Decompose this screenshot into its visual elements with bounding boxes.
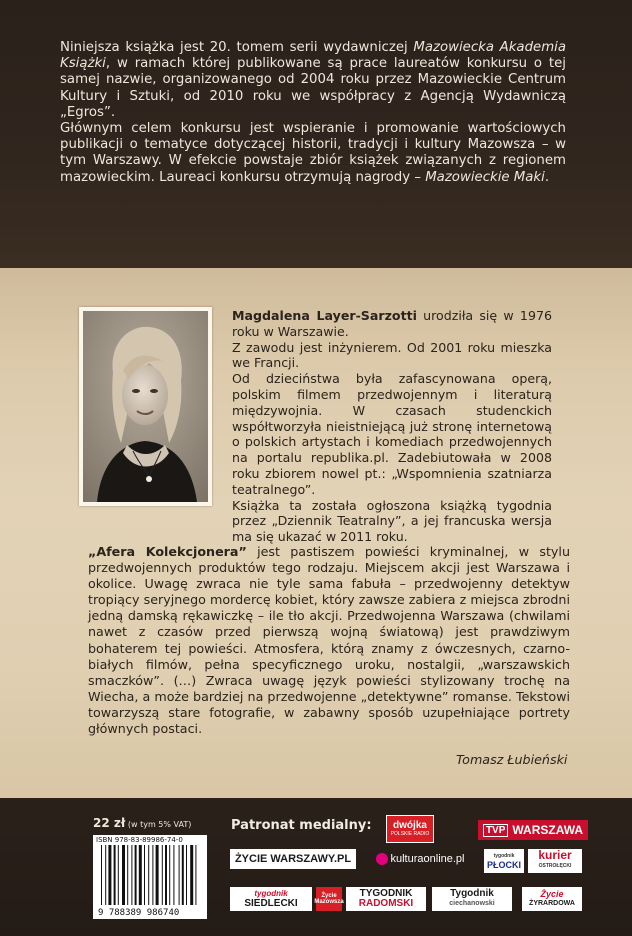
barcode-bar	[105, 845, 106, 905]
barcode-bar	[169, 845, 170, 905]
bio-line-3: Od dzieciństwa była zafascynowana operą, polskim filmem przedwojennym i literaturą międzywojnia. W czasach studenckich współtworzyła nieistniejącą już stronę internetową o polskich artystach i komediach przedwojennych na portalu republika.pl. Zadebiutowała w 2008 roku zbiorem nowel pt.: „Wspomnienia szatniarza teatralnego”.	[232, 371, 552, 497]
barcode-bar	[179, 845, 180, 905]
book-review	[88, 544, 570, 737]
barcode-bar	[190, 845, 193, 905]
isbn-barcode	[93, 835, 207, 919]
tygodnik-plocki-logo: tygodnik PŁOCKI	[484, 849, 524, 873]
barcode-bar	[186, 845, 187, 905]
tygodnik-siedlecki-logo: tygodnik SIEDLECKI	[230, 887, 312, 911]
kulturaonline-dot-icon	[376, 853, 388, 865]
author-portrait-image	[83, 311, 208, 502]
bio-line-2: Z zawodu jest inżynierem. Od 2001 roku mieszka we Francji.	[232, 339, 552, 371]
kulturaonline-logo: kulturaonline.pl	[366, 849, 474, 869]
price-value: 22 zł	[93, 816, 126, 830]
barcode-bar	[165, 845, 167, 905]
media-patronage-label: Patronat medialny:	[231, 818, 372, 833]
barcode-bar	[195, 845, 196, 905]
isbn-number: ISBN 978-83-89986-74-0	[96, 836, 183, 844]
barcode-bar	[101, 845, 102, 905]
series-paragraph-2: Głównym celem konkursu jest wspieranie i promowanie wartościowych publikacji o tematyce dotyczącej historii, tradycji i kultury Mazowsza – w tym Warszawy. W efekcie powstaje zbiór książek związanych z regionem mazowieckim. Laureaci konkursu otrzymują nagrody – Mazowieckie Maki.	[60, 121, 566, 185]
barcode-bar	[139, 845, 142, 905]
price-tag	[93, 816, 191, 830]
tygodnik-radomski-logo: TYGODNIK RADOMSKI	[346, 887, 426, 911]
author-name: Magdalena Layer-Sarzotti	[232, 308, 417, 323]
zycie-mazowsza-logo: Życie Mazowsza	[316, 887, 342, 911]
barcode-bar	[135, 845, 137, 905]
award-name: Mazowieckie Maki	[425, 169, 545, 185]
barcode-bar	[108, 845, 111, 905]
zycie-warszawy-logo: ŻYCIE WARSZAWY.PL	[230, 849, 356, 869]
tygodnik-ciechanowski-logo: Tygodnik ciechanowski	[432, 887, 512, 911]
author-photo	[79, 307, 212, 506]
price-vat: (w tym 5% VAT)	[125, 820, 192, 829]
barcode-bars	[95, 845, 205, 917]
barcode-bar	[114, 845, 116, 905]
barcode-bar	[182, 845, 184, 905]
barcode-bar	[152, 845, 153, 905]
tvp-warszawa-logo: TVP WARSZAWA	[478, 820, 588, 840]
review-author: Tomasz Łubieński	[456, 752, 568, 767]
series-info-text	[60, 40, 566, 186]
kurier-ostrolecki-logo: kurier OSTROŁĘCKI	[528, 849, 582, 873]
barcode-bar	[162, 845, 163, 905]
barcode-bar	[144, 845, 145, 905]
barcode-digits: 9 788389 986740	[98, 908, 180, 918]
series-paragraph-1: Niniejsza książka jest 20. tomem serii wydawniczej Mazowiecka Akademia Książki, w ramach której publikowane są prace laureatów konkursu o tej samej nazwie, organizowanego od 2004 roku przez Mazowieckie Centrum Kultury i Sztuki, od 2010 roku we współpracy z Agencją Wydawniczą „Egros”.	[60, 40, 566, 120]
barcode-bar	[127, 845, 128, 905]
barcode-bar	[148, 845, 149, 905]
dwojka-logo: dwójka POLSKIE RADIO	[386, 815, 434, 843]
review-text: „Afera Kolekcjonera” jest pastiszem powieści kryminalnej, w stylu przedwojennych produktów tego rodzaju. Miejscem akcji jest Warszawa i okolice. Uwagę zwraca nie tyle sama fabuła – przedwojenny detektyw tropiący seryjnego mordercę kobiet, który zawsze zabiera z miejsca zbrodni jedną damską rękawiczkę – ile tło akcji. Przedwojenna Warszawa (chwilami nawet z czasów przed pierwszą wojną światową) jest prawdziwym bohaterem tej powieści. Atmosfera, którą znamy z ówczesnych, czarno-białych filmów, pełna specyficznego uroku, nostalgii, „warszawskich smaczków”. (…) Zwraca uwagę język powieści stylizowany trochę na Wiecha, a może bardziej na przedwojenne „detektywne” romanse. Tekstowi towarzyszą stare fotografie, w zabawny sposób uzupełniające portrety głównych postaci.	[88, 544, 571, 737]
barcode-bar	[122, 845, 125, 905]
barcode-bar	[131, 845, 132, 905]
zycie-zyrardowa-logo: Życie ŻYRARDOWA	[522, 887, 582, 911]
bio-line-1: Magdalena Layer-Sarzotti urodziła się w 1976 roku w Warszawie.	[232, 308, 552, 339]
series-name: Mazowiecka Akademia Książki	[60, 40, 566, 72]
barcode-bar	[173, 845, 174, 905]
book-title: „Afera Kolekcjonera”	[88, 544, 247, 559]
bio-line-4: Książka ta została ogłoszona książką tygodnia przez „Dziennik Teatralny”, a jej francuska wersja ma się ukazać w 2011 roku.	[232, 497, 552, 545]
author-bio	[232, 308, 552, 545]
barcode-bar	[156, 845, 159, 905]
barcode-bar	[118, 845, 119, 905]
